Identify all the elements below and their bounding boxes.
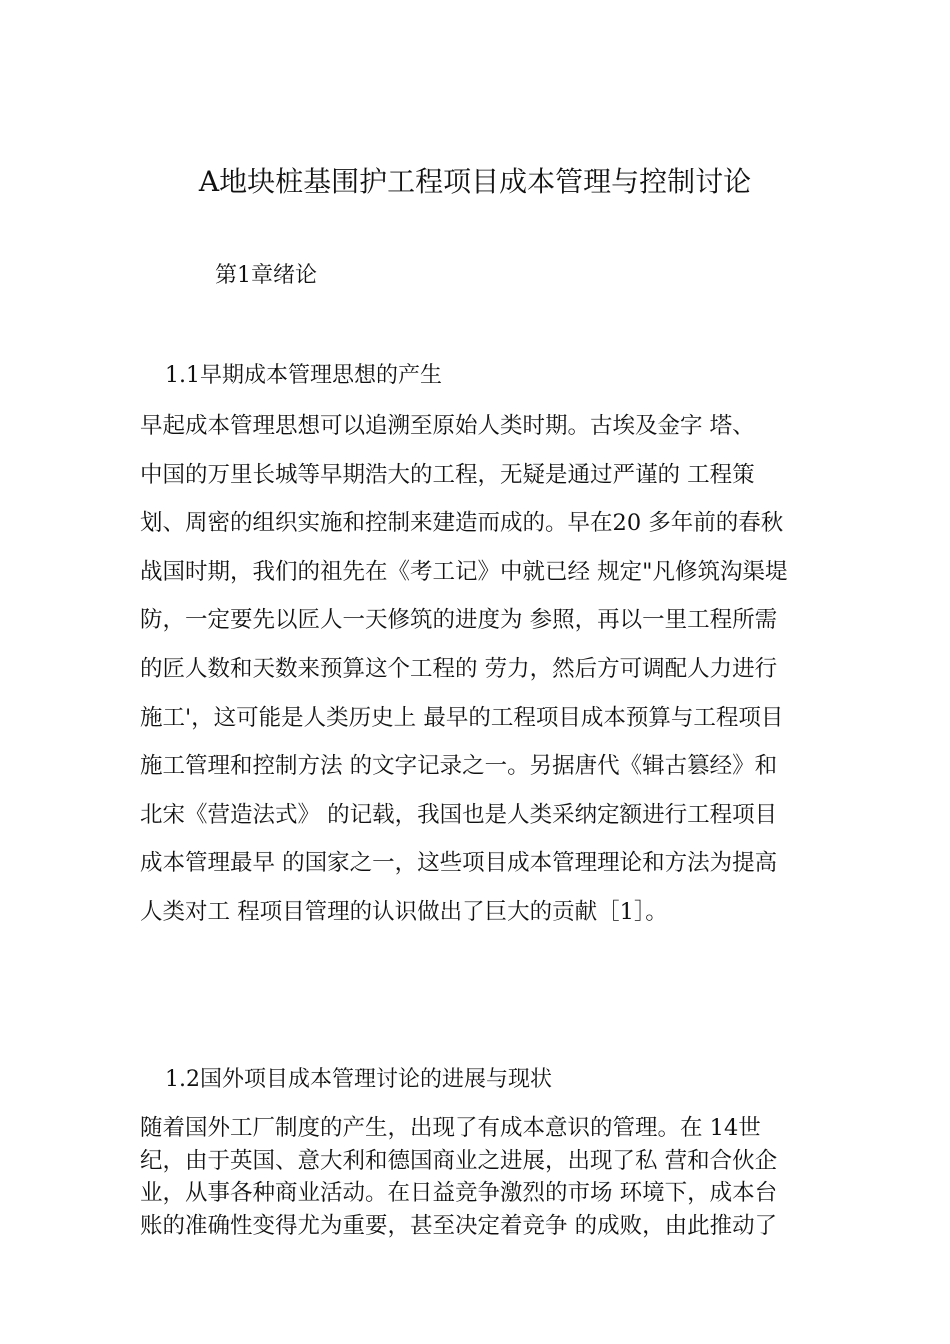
section-1-2-paragraph <box>140 1112 840 1242</box>
paragraph-line: 账的准确性变得尤为重要，甚至决定着竞争 的成败，由此推动了 <box>140 1212 778 1239</box>
paragraph-line: 早起成本管理思想可以追溯至原始人类时期。古埃及金字 塔、 <box>140 413 755 439</box>
paragraph-line: 划、周密的组织实施和控制来建造而成的。早在20 多年前的春秋 <box>140 510 784 537</box>
paragraph-line: 北宋《营造法式》 的记载，我国也是人类采纳定额进行工程项目 <box>140 801 778 828</box>
section-heading-1-2: 1.2国外项目成本管理讨论的进展与现状 <box>165 1067 552 1092</box>
paragraph-line: 施工'，这可能是人类历史上 最早的工程项目成本预算与工程项目 <box>140 704 784 731</box>
paragraph-line: 业，从事各种商业活动。在日益竞争激烈的市场 环境下，成本台 <box>140 1180 778 1206</box>
document-title: A地块桩基围护工程项目成本管理与控制讨论 <box>198 165 752 198</box>
paragraph-line: 中国的万里长城等早期浩大的工程，无疑是通过严谨的 工程策 <box>140 461 755 488</box>
paragraph-line: 成本管理最早 的国家之一，这些项目成本管理理论和方法为提高 <box>140 850 778 877</box>
chapter-heading: 第1章绪论 <box>215 263 317 288</box>
paragraph-line: 随着国外工厂制度的产生，出现了有成本意识的管理。在 14世 <box>140 1115 761 1141</box>
paragraph-line: 施工管理和控制方法 的文字记录之一。另据唐代《辑古篡经》和 <box>140 753 778 780</box>
section-1-1-paragraph <box>140 402 840 937</box>
paragraph-line: 人类对工 程项目管理的认识做出了巨大的贡献［1］。 <box>140 898 668 925</box>
paragraph-line: 战国时期，我们的祖先在《考工记》中就已经 规定"凡修筑沟渠堤 <box>140 558 788 585</box>
paragraph-line: 防，一定要先以匠人一天修筑的进度为 参照，再以一里工程所需 <box>140 607 778 634</box>
section-heading-1-1: 1.1早期成本管理思想的产生 <box>165 363 442 388</box>
paragraph-line: 纪，由于英国、意大利和德国商业之进展，出现了私 营和合伙企 <box>140 1147 778 1174</box>
paragraph-line: 的匠人数和天数来预算这个工程的 劳力，然后方可调配人力进行 <box>140 655 778 682</box>
